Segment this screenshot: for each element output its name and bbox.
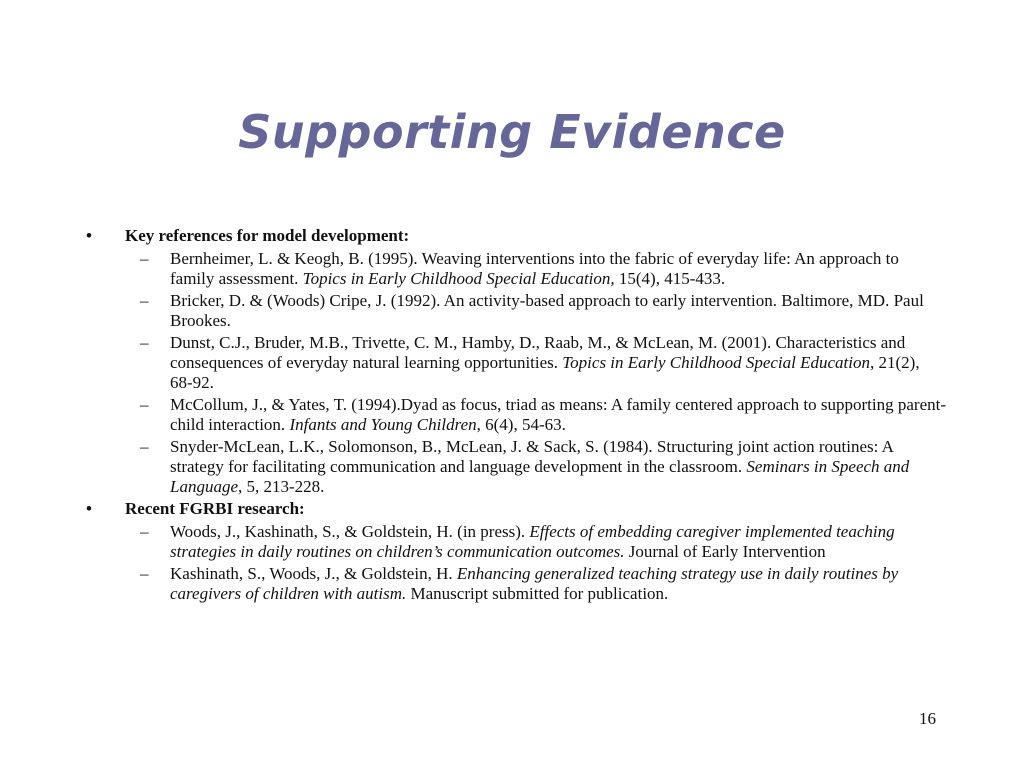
reference-details: , 6(4), 54-63.: [476, 415, 566, 434]
reference-source: Seminars in Speech and Language: [170, 457, 910, 496]
reference-details: Manuscript submitted for publication.: [406, 584, 669, 603]
dash-icon: –: [140, 249, 149, 268]
dash-icon: –: [140, 522, 149, 541]
reference-text: Bricker, D. & (Woods) Cripe, J. (1992). An activity-based approach to early intervention. Baltimore, MD. Paul Brookes.: [170, 291, 924, 330]
reference-source: Topics in Early Childhood Special Education: [562, 353, 870, 372]
reference-item: [86, 291, 946, 331]
slide-title: Supporting Evidence: [238, 105, 786, 159]
dash-icon: –: [140, 437, 149, 456]
slide-body: [86, 224, 946, 606]
reference-text: Snyder-McLean, L.K., Solomonson, B., McLean, J. & Sack, S. (1984). Structuring joint action routines: A strategy for facilitating communication and language development in the classroom.: [170, 437, 894, 476]
bullet-icon: •: [86, 499, 92, 518]
reference-details: , 5, 213-228.: [238, 477, 325, 496]
reference-item: [86, 249, 946, 289]
reference-item: [86, 437, 946, 497]
reference-text: Bernheimer, L. & Keogh, B. (1995). Weaving interventions into the fabric of everyday life: An approach to family assessment.: [170, 249, 899, 288]
section-heading: [86, 226, 946, 246]
section-heading-text: Key references for model development:: [125, 226, 410, 245]
reference-details: 15(4), 415-433.: [614, 269, 726, 288]
reference-list: [86, 522, 946, 604]
reference-text: Woods, J., Kashinath, S., & Goldstein, H. (in press).: [170, 522, 530, 541]
reference-item: [86, 333, 946, 393]
dash-icon: –: [140, 333, 149, 352]
section-heading: [86, 499, 946, 519]
reference-details: , 21(2), 68-92.: [170, 353, 920, 392]
section-key-references: [86, 226, 946, 497]
section-recent-research: [86, 499, 946, 604]
reference-source: Enhancing generalized teaching strategy use in daily routines by caregivers of children with autism.: [170, 564, 899, 603]
reference-text: McCollum, J., & Yates, T. (1994).Dyad as focus, triad as means: A family centered approach to supporting parent-child interaction.: [170, 395, 947, 434]
bullet-icon: •: [86, 226, 92, 245]
reference-item: [86, 564, 946, 604]
reference-source: Effects of embedding caregiver implemented teaching strategies in daily routines on children’s communication outcomes.: [170, 522, 895, 561]
page-number: 16: [919, 709, 936, 728]
reference-text: Kashinath, S., Woods, J., & Goldstein, H.: [170, 564, 457, 583]
reference-item: [86, 395, 946, 435]
reference-list: [86, 249, 946, 497]
reference-details: Journal of Early Intervention: [624, 542, 826, 561]
reference-text: Dunst, C.J., Bruder, M.B., Trivette, C. M., Hamby, D., Raab, M., & McLean, M. (2001). Characteristics and consequences of everyday natural learning opportunities.: [170, 333, 906, 372]
dash-icon: –: [140, 395, 149, 414]
dash-icon: –: [140, 291, 149, 310]
reference-source: Infants and Young Children: [289, 415, 477, 434]
reference-source: Topics in Early Childhood Special Education,: [302, 269, 615, 288]
dash-icon: –: [140, 564, 149, 583]
reference-item: [86, 522, 946, 562]
section-heading-text: Recent FGRBI research:: [125, 499, 305, 518]
